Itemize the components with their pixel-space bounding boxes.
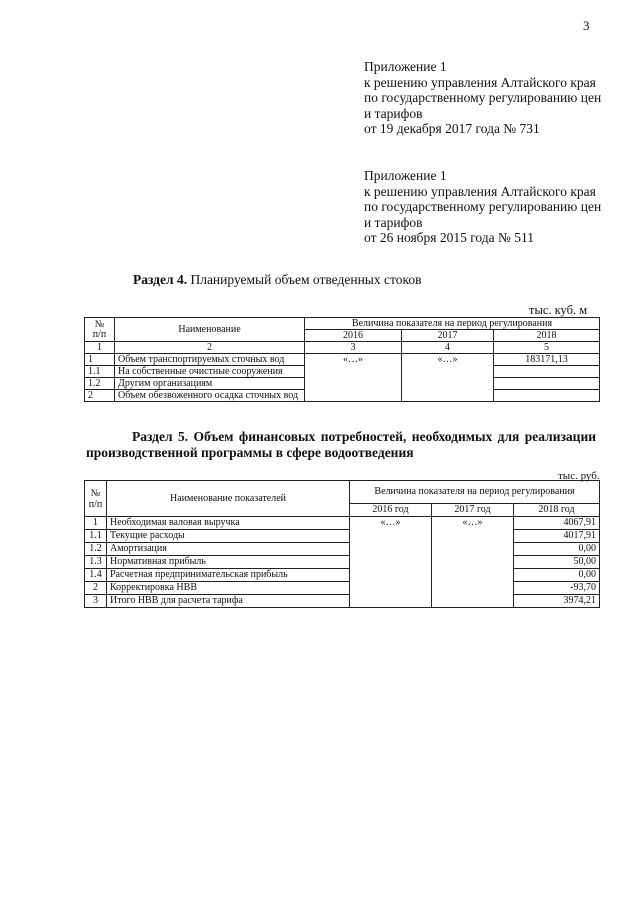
section5-unit: тыс. руб. [558,470,600,482]
header-period: Величина показателя на период регулирования [350,481,600,504]
header-year: 2017 [402,330,494,342]
appendix-line: по государственному регулированию цен [364,90,602,105]
row-value-2018: 3974,21 [514,595,600,608]
header-year: 2016 год [350,504,432,517]
row-value-2018: 0,00 [514,569,600,582]
row-value-2018: -93,70 [514,582,600,595]
table-row [85,354,600,366]
row-name: Амортизация [107,543,350,556]
row-value-2018 [494,366,600,378]
table-row [85,595,600,608]
section4-table [84,317,600,402]
appendix-line: и тарифов [364,105,423,121]
index-cell: 3 [305,342,402,354]
row-num: 1 [85,517,107,530]
row-name: На собственные очистные сооружения [115,366,305,378]
appendix-line: от 19 декабря 2017 года № 731 [364,121,540,136]
table-row [85,543,600,556]
section5-title-number: Раздел 5. [132,429,189,444]
row-num: 1.1 [85,366,115,378]
row-value-2017: «…» [432,517,514,608]
table-row [85,517,600,530]
section5-title [86,429,596,461]
header-name: Наименование показателей [107,481,350,517]
header-period: Величина показателя на период регулирования [305,318,600,330]
row-name: Нормативная прибыль [107,556,350,569]
header-num: № п/п [85,481,107,517]
header-year: 2018 [494,330,600,342]
row-name: Расчетная предпринимательская прибыль [107,569,350,582]
appendix-line: и тарифов [364,214,423,230]
header-year: 2016 [305,330,402,342]
row-value-2016: «…» [350,517,432,608]
row-value-2018: 4017,91 [514,530,600,543]
section4-title-number: Раздел 4. [133,272,188,287]
index-cell: 4 [402,342,494,354]
appendix-line: к решению управления Алтайского края [364,74,596,90]
row-num: 1.2 [85,378,115,390]
index-cell: 5 [494,342,600,354]
header-name: Наименование [115,318,305,342]
appendix-line: Приложение 1 [364,59,447,74]
row-value-2018: 0,00 [514,543,600,556]
row-num: 3 [85,595,107,608]
row-num: 1 [85,354,115,366]
row-name: Объем транспортируемых сточных вод [115,354,305,366]
row-num: 1.3 [85,556,107,569]
section5-table [84,480,600,608]
table-row [85,569,600,582]
row-num: 2 [85,582,107,595]
row-value-2018: 50,00 [514,556,600,569]
row-name: Необходимая валовая выручка [107,517,350,530]
row-value-2017: «…» [402,354,494,402]
row-value-2018: 183171,13 [494,354,600,366]
table-row [85,530,600,543]
appendix-block-original [364,168,601,246]
section4-title-text: Планируемый объем отведенных стоков [187,272,422,287]
header-year: 2018 год [514,504,600,517]
row-name: Текущие расходы [107,530,350,543]
row-num: 1.4 [85,569,107,582]
section4-unit: тыс. куб. м [529,303,588,317]
row-name: Другим организациям [115,378,305,390]
row-num: 2 [85,390,115,402]
header-year: 2017 год [432,504,514,517]
header-num: № п/п [85,318,115,342]
section4-title [133,272,421,288]
appendix-line: от 26 ноября 2015 года № 511 [364,230,535,245]
section5-title-text: Объем финансовых потребностей, необходимых для реализации производственной программы в сфере водоотведения [86,429,596,460]
row-value-2018 [494,390,600,402]
row-name: Итого НВВ для расчета тарифа [107,595,350,608]
row-value-2018 [494,378,600,390]
table-row [85,582,600,595]
appendix-line: Приложение 1 [364,168,447,183]
appendix-line: к решению управления Алтайского края [364,183,596,199]
page-number: 3 [583,18,590,33]
table-row [85,556,600,569]
row-num: 1.2 [85,543,107,556]
appendix-line: по государственному регулированию цен [364,199,602,214]
appendix-block-current [364,59,601,137]
index-cell: 1 [85,342,115,354]
row-name: Корректировка НВВ [107,582,350,595]
row-name: Объем обезвоженного осадка сточных вод [115,390,305,402]
row-num: 1.1 [85,530,107,543]
row-value-2016: «…» [305,354,402,402]
row-value-2018: 4067,91 [514,517,600,530]
index-cell: 2 [115,342,305,354]
